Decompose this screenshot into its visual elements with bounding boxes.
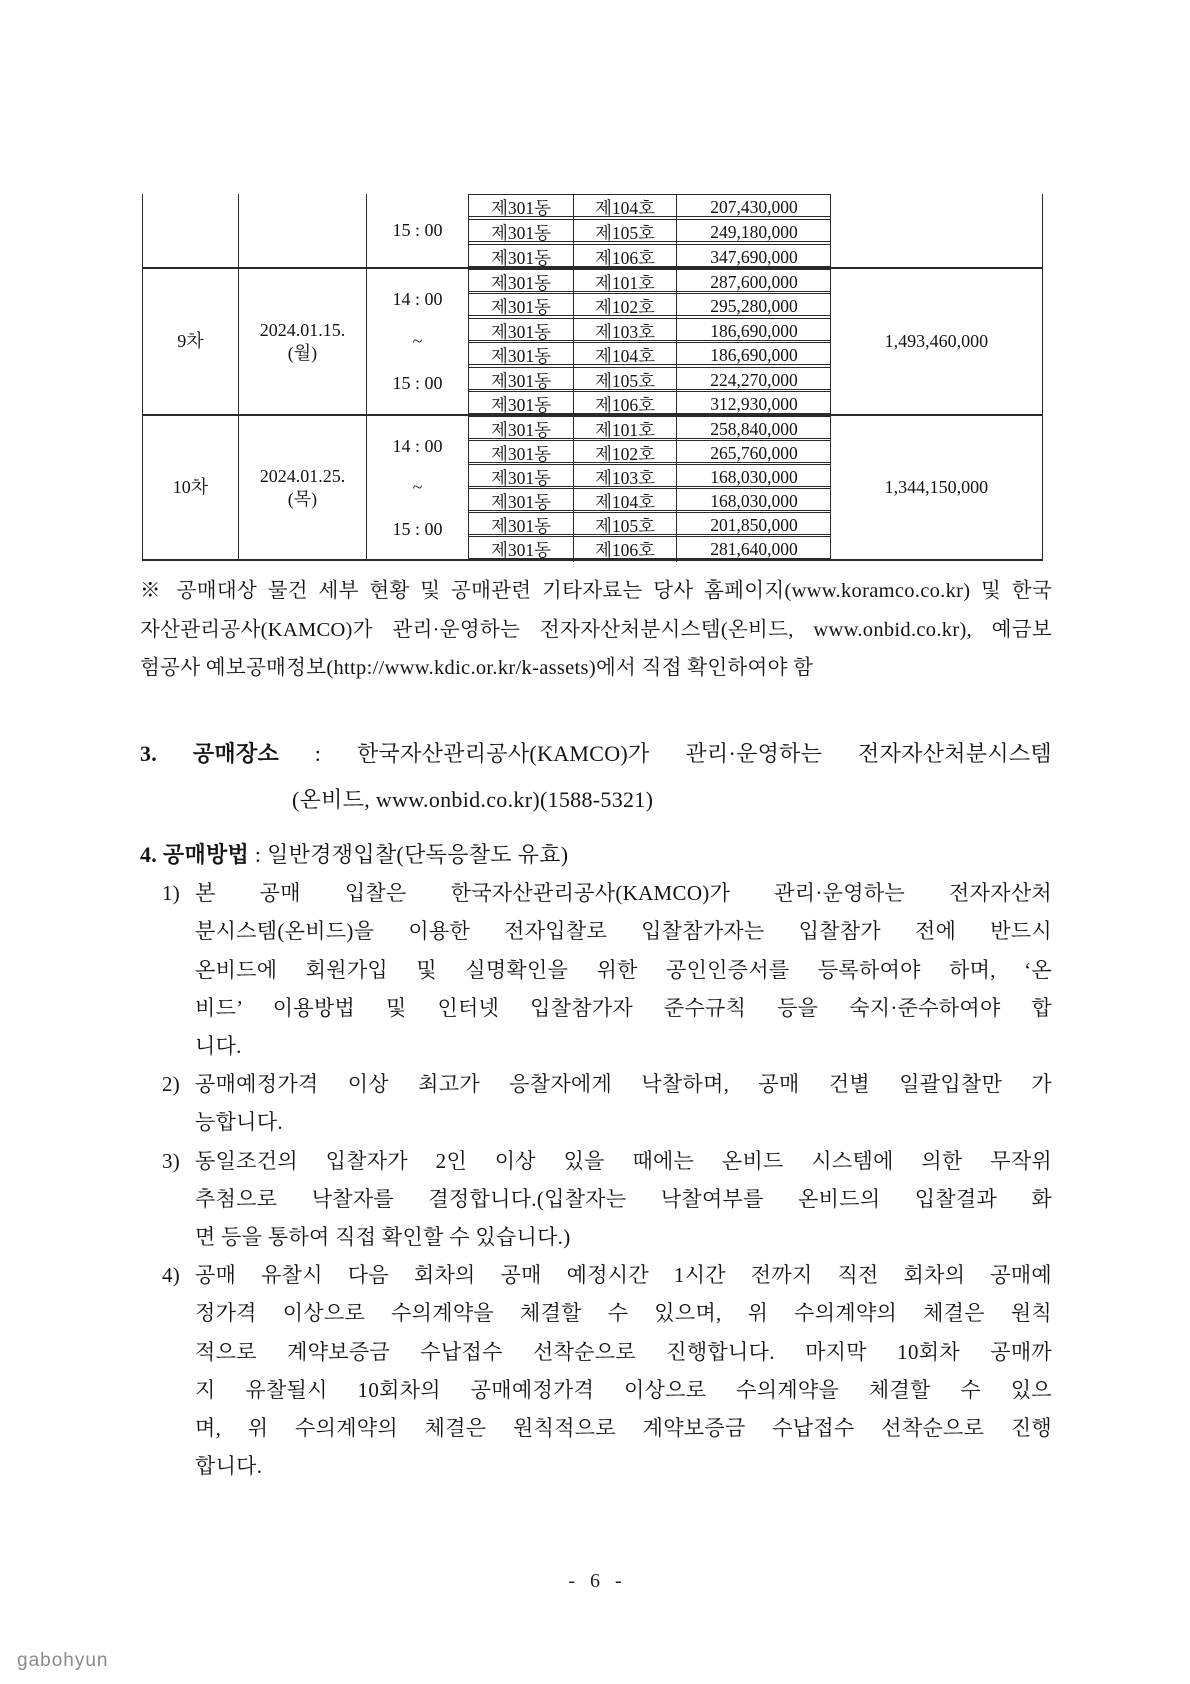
auction-item-row bbox=[469, 219, 831, 242]
method-item-text: 동일조건의 입찰자가 2인 이상 있을 때에는 온비드 시스템에 의한 무작위 bbox=[195, 1148, 1052, 1173]
time-end-label: 15 : 00 bbox=[392, 373, 443, 393]
time-cell bbox=[367, 194, 469, 267]
item-price-cell: 207,430,000 bbox=[710, 197, 798, 217]
method-item-line bbox=[140, 1142, 1052, 1180]
auction-item-row bbox=[469, 342, 831, 365]
item-unit-cell: 제105호 bbox=[574, 368, 677, 393]
item-building-cell: 제301동 bbox=[469, 245, 574, 270]
total-cell: 1,493,460,000 bbox=[830, 269, 1042, 414]
section-auction-method bbox=[140, 836, 1052, 1485]
item-price-cell: 258,840,000 bbox=[710, 419, 798, 439]
method-item-line: 추첨으로 낙찰자를 결정합니다.(입찰자는 낙찰여부를 온비드의 입찰결과 화 bbox=[195, 1186, 1052, 1211]
item-building-cell: 제301동 bbox=[469, 294, 574, 319]
date-label: 2024.01.25. bbox=[259, 465, 346, 486]
item-building-cell: 제301동 bbox=[469, 368, 574, 393]
item-building-cell: 제301동 bbox=[469, 319, 574, 344]
item-price-cell: 186,690,000 bbox=[710, 320, 798, 341]
item-building-cell: 제301동 bbox=[469, 270, 574, 295]
items-column bbox=[469, 269, 831, 414]
item-price-cell: 224,270,000 bbox=[710, 369, 798, 390]
items-column bbox=[469, 416, 831, 559]
auction-item-row bbox=[469, 293, 831, 316]
reference-notice bbox=[140, 572, 1052, 688]
method-item-line: 니다. bbox=[195, 1034, 242, 1059]
item-price-cell: 347,690,000 bbox=[710, 247, 798, 267]
method-item-line: 적으로 계약보증금 수납접수 선착순으로 진행합니다. 마지막 10회차 공매까 bbox=[195, 1339, 1052, 1364]
item-price-cell: 281,640,000 bbox=[710, 539, 798, 559]
auction-item-row bbox=[469, 194, 831, 217]
auction-item-row bbox=[469, 318, 831, 341]
item-building-cell: 제301동 bbox=[469, 441, 574, 466]
auction-place-line bbox=[140, 731, 1052, 777]
item-building-cell: 제301동 bbox=[469, 513, 574, 538]
method-item-line: 정가격 이상으로 수의계약을 체결할 수 있으며, 위 수의계약의 체결은 원칙 bbox=[195, 1301, 1052, 1326]
section4-text: 일반경쟁입찰(단독응찰도 유효) bbox=[267, 842, 569, 867]
item-unit-cell: 제106호 bbox=[574, 537, 677, 562]
item-unit-cell: 제102호 bbox=[574, 441, 677, 466]
time-cell bbox=[367, 269, 469, 414]
method-item-line: 비드’ 이용방법 및 인터넷 입찰참가자 준수규칙 등을 숙지·준수하여야 합 bbox=[195, 995, 1052, 1020]
auction-item-row bbox=[469, 244, 831, 267]
method-item-line bbox=[140, 874, 1052, 912]
auction-item-row bbox=[469, 391, 831, 414]
time-tilde: ~ bbox=[412, 477, 423, 497]
round-cell: 9차 bbox=[143, 269, 239, 414]
method-item-line: 합니다. bbox=[195, 1454, 263, 1479]
item-building-cell: 제301동 bbox=[469, 417, 574, 442]
round-cell bbox=[143, 194, 239, 267]
item-building-cell: 제301동 bbox=[469, 392, 574, 417]
item-unit-cell: 제103호 bbox=[574, 319, 677, 344]
item-marker: 2) bbox=[162, 1072, 181, 1097]
item-price-cell: 249,180,000 bbox=[710, 222, 798, 242]
notice-line: 자산관리공사(KAMCO)가 관리·운영하는 전자자산처분시스템(온비드, www.onbid.co.kr), 예금보 bbox=[140, 618, 1052, 641]
date-cell bbox=[239, 416, 367, 559]
method-item-text: 본 공매 입찰은 한국자산관리공사(KAMCO)가 관리·운영하는 전자자산처 bbox=[195, 881, 1052, 906]
item-unit-cell: 제104호 bbox=[574, 343, 677, 368]
time-tilde: ~ bbox=[412, 331, 423, 351]
method-item-line: 며, 위 수의계약의 체결은 원칙적으로 계약보증금 수납접수 선착순으로 진행 bbox=[195, 1416, 1052, 1441]
item-price-cell: 201,850,000 bbox=[710, 515, 798, 535]
date-cell bbox=[239, 194, 367, 267]
items-column bbox=[469, 194, 831, 267]
item-unit-cell: 제104호 bbox=[574, 489, 677, 514]
item-price-cell: 312,930,000 bbox=[710, 393, 798, 414]
auction-item-row bbox=[469, 464, 831, 487]
item-building-cell: 제301동 bbox=[469, 489, 574, 514]
method-item-line bbox=[140, 1065, 1052, 1103]
method-item-text: 공매예정가격 이상 최고가 응찰자에게 낙찰하며, 공매 건별 일괄입찰만 가 bbox=[195, 1072, 1052, 1097]
method-item-text: 공매 유찰시 다음 회차의 공매 예정시간 1시간 전까지 직전 회차의 공매예 bbox=[195, 1263, 1052, 1288]
page-number: - 6 - bbox=[568, 1570, 622, 1592]
item-unit-cell: 제105호 bbox=[574, 513, 677, 538]
auction-item-row bbox=[469, 488, 831, 511]
time-start-label: 14 : 00 bbox=[392, 289, 443, 309]
auction-method-heading-line bbox=[140, 836, 1052, 874]
notice-line: 험공사 예보공매정보(http://www.kdic.or.kr/k-assets)에서 직접 확인하여야 함 bbox=[140, 657, 814, 679]
item-building-cell: 제301동 bbox=[469, 537, 574, 562]
time-start-label: 14 : 00 bbox=[392, 435, 443, 456]
section3-text: 한국자산관리공사(KAMCO)가 관리·운영하는 전자자산처분시스템 bbox=[356, 741, 1052, 766]
time-cell bbox=[367, 416, 469, 559]
item-unit-cell: 제101호 bbox=[574, 270, 677, 295]
item-unit-cell: 제106호 bbox=[574, 392, 677, 417]
section3-heading: 3. 공매장소 bbox=[140, 741, 280, 766]
item-building-cell: 제301동 bbox=[469, 195, 574, 220]
time-end-label: 15 : 00 bbox=[392, 220, 443, 240]
item-building-cell: 제301동 bbox=[469, 220, 574, 245]
method-item-line: 능합니다. bbox=[195, 1110, 283, 1135]
auction-item-row bbox=[469, 512, 831, 535]
item-price-cell: 287,600,000 bbox=[710, 272, 798, 292]
auction-item-row bbox=[469, 367, 831, 390]
item-marker: 1) bbox=[162, 881, 181, 906]
section3-separator: : bbox=[279, 741, 357, 766]
item-building-cell: 제301동 bbox=[469, 343, 574, 368]
item-marker: 3) bbox=[162, 1148, 181, 1173]
section-auction-place bbox=[140, 731, 1052, 823]
item-unit-cell: 제101호 bbox=[574, 417, 677, 442]
auction-round-section-10 bbox=[143, 414, 1042, 559]
section4-heading: 4. 공매방법 bbox=[140, 842, 250, 867]
item-price-cell: 265,760,000 bbox=[710, 443, 798, 463]
item-unit-cell: 제103호 bbox=[574, 465, 677, 490]
section4-separator: : bbox=[249, 842, 268, 867]
auction-place-line2: (온비드, www.onbid.co.kr)(1588-5321) bbox=[292, 787, 654, 812]
auction-item-row bbox=[469, 440, 831, 463]
item-price-cell: 186,690,000 bbox=[710, 345, 798, 366]
item-unit-cell: 제102호 bbox=[574, 294, 677, 319]
auction-item-row bbox=[469, 536, 831, 559]
method-item-line: 분시스템(온비드)을 이용한 전자입찰로 입찰참가자는 입찰참가 전에 반드시 bbox=[195, 919, 1052, 944]
auction-round-section-carryover bbox=[143, 194, 1042, 267]
method-item-line: 지 유찰될시 10회차의 공매예정가격 이상으로 수의계약을 체결할 수 있으 bbox=[195, 1377, 1052, 1402]
method-item-line bbox=[140, 1256, 1052, 1294]
time-end-label: 15 : 00 bbox=[392, 518, 443, 539]
auction-item-row bbox=[469, 416, 831, 439]
day-label: (월) bbox=[287, 342, 318, 363]
watermark-text: gabohyun bbox=[17, 1650, 109, 1671]
auction-method-items bbox=[140, 874, 1052, 1485]
notice-line: ※ 공매대상 물건 세부 현황 및 공매관련 기타자료는 당사 홈페이지(www.koramco.co.kr) 및 한국 bbox=[140, 580, 1052, 602]
item-building-cell: 제301동 bbox=[469, 465, 574, 490]
item-price-cell: 168,030,000 bbox=[710, 467, 798, 487]
method-item-line: 온비드에 회원가입 및 실명확인을 위한 공인인증서를 등록하여야 하며, ‘온 bbox=[195, 957, 1052, 982]
total-cell: 1,344,150,000 bbox=[830, 416, 1042, 559]
auction-round-section-9 bbox=[143, 267, 1042, 414]
auction-schedule-table bbox=[142, 194, 1043, 561]
date-label: 2024.01.15. bbox=[259, 319, 346, 340]
item-price-cell: 295,280,000 bbox=[710, 296, 798, 317]
item-unit-cell: 제106호 bbox=[574, 245, 677, 270]
total-cell bbox=[830, 194, 1042, 267]
item-marker: 4) bbox=[162, 1263, 181, 1288]
date-cell bbox=[239, 269, 367, 414]
item-unit-cell: 제104호 bbox=[574, 195, 677, 220]
day-label: (목) bbox=[287, 488, 318, 509]
item-unit-cell: 제105호 bbox=[574, 220, 677, 245]
auction-item-row bbox=[469, 269, 831, 292]
round-cell: 10차 bbox=[143, 416, 239, 559]
item-price-cell: 168,030,000 bbox=[710, 491, 798, 511]
method-item-line: 면 등을 통하여 직접 확인할 수 있습니다.) bbox=[195, 1225, 571, 1250]
